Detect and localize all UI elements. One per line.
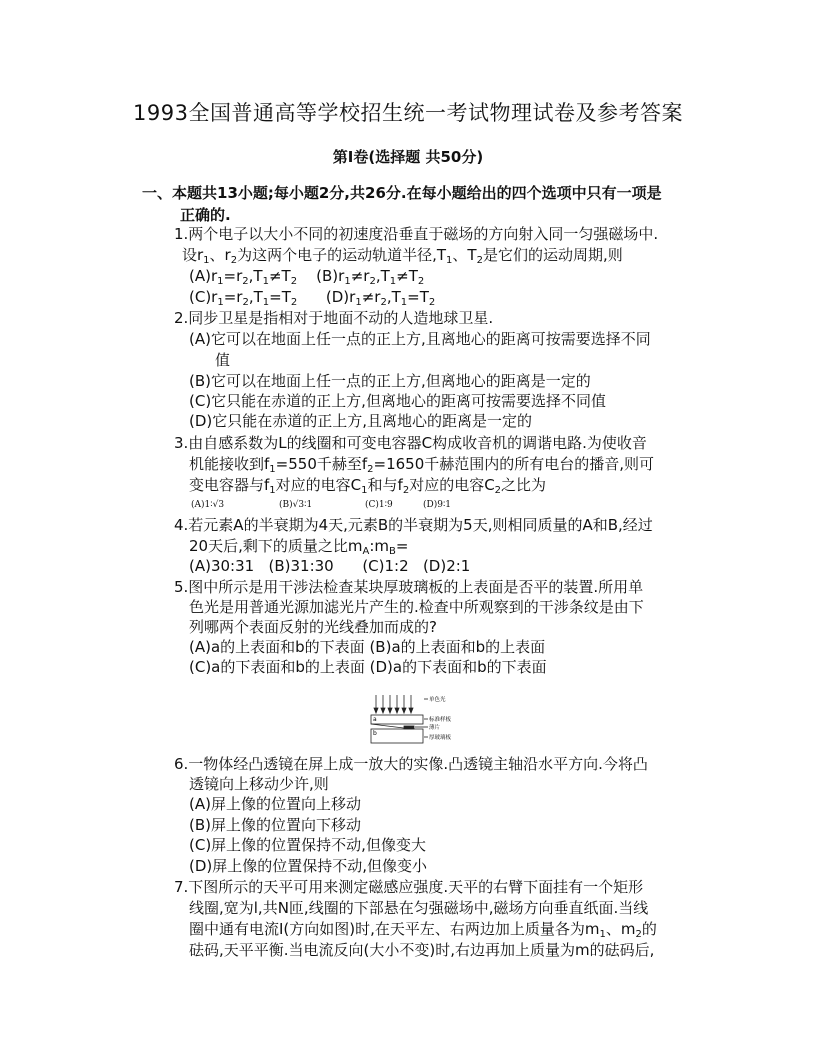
q2-option-a: (A)它可以在地面上任一点的正上方,且离地心的距离可按需要选择不同	[189, 330, 651, 348]
q6-option-d: (D)屏上像的位置保持不动,但像变小	[189, 857, 428, 875]
q2-stem: 2.同步卫星是指相对于地面不动的人造地球卫星.	[174, 309, 494, 327]
fig-label-glass: 厚玻璃板	[429, 735, 452, 741]
fig-label-a: a	[373, 716, 377, 723]
q6-stem-line1: 6.一物体经凸透镜在屏上成一放大的实像.凸透镜主轴沿水平方向.今将凸	[174, 755, 648, 773]
q2-option-c: (C)它只能在赤道的正上方,但离地心的距离可按需要选择不同值	[189, 392, 606, 410]
q3-stem-line3: 变电容器与$f_1$对应的电容$C_1$和与$f_2$对应的电容$C_2$之比为	[189, 476, 547, 496]
q5-options-ab: (A)a的上表面和b的下表面 (B)a的上表面和b的上表面	[189, 638, 546, 656]
q7-stem-line4: 砝码,天平平衡.当电流反向(大小不变)时,右边再加上质量为m的砝码后,	[189, 941, 655, 959]
q3-option-d: (D)9∶1	[423, 500, 452, 510]
q5-stem-line3: 列哪两个表面反射的光线叠加而成的?	[189, 618, 437, 636]
q1-options-ab	[189, 266, 424, 286]
q6-stem-line2: 透镜向上移动少许,则	[189, 775, 329, 793]
q5-options-cd: (C)a的下表面和b的上表面 (D)a的下表面和b的下表面	[189, 658, 547, 676]
q6-option-c: (C)屏上像的位置保持不动,但像变大	[189, 836, 426, 854]
fig-label-b: b	[373, 730, 377, 737]
q4-stem-line1: 4.若元素A的半衰期为4天,元素B的半衰期为5天,则相同质量的A和B,经过	[174, 516, 653, 534]
section-heading-line2: 正确的.	[180, 206, 231, 224]
fig-label-standard: 标准样板	[429, 717, 452, 723]
fig-label-sheet: 薄片	[429, 725, 441, 731]
page-title: 1993全国普通高等学校招生统一考试物理试卷及参考答案	[133, 101, 683, 125]
interference-diagram	[368, 693, 468, 749]
q3-options	[191, 498, 451, 512]
q1-options-cd	[189, 287, 435, 307]
q7-stem-line1: 7.下图所示的天平可用来测定磁感应强度.天平的右臂下面挂有一个矩形	[174, 878, 644, 896]
q1-stem-line1: 1.两个电子以大小不同的初速度沿垂直于磁场的方向射入同一匀强磁场中.	[174, 225, 659, 243]
q5-stem-line1: 5.图中所示是用干涉法检查某块厚玻璃板的上表面是否平的装置.所用单	[174, 578, 644, 596]
section-subtitle: 第Ⅰ卷(选择题 共50分)	[332, 148, 484, 166]
q3-stem-line2: 机能接收到$f_1=550$千赫至$f_2=1650$千赫范围内的所有电台的播音,则可	[189, 455, 655, 475]
q4-options: (A)30:31 (B)31:30 (C)1:2 (D)2:1	[189, 557, 471, 575]
q1-stem-line2: 设$r_1$、$r_2$为这两个电子的运动轨道半径$,T_1$、$T_2$是它们的运动周期,则	[182, 246, 623, 266]
q1-option-c: $(C)r_1=r_2,T_1=T_2$	[189, 288, 298, 308]
q2-option-a-cont: 值	[215, 351, 231, 369]
q2-option-b: (B)它可以在地面上任一点的正上方,但离地心的距离是一定的	[189, 372, 591, 390]
q3-option-b: (B)√3∶1	[279, 500, 313, 510]
q5-stem-line2: 色光是用普通光源加滤光片产生的.检查中所观察到的干涉条纹是由下	[189, 598, 644, 616]
q7-stem-line2: 线圈,宽为l,共N匝,线圈的下部悬在匀强磁场中,磁场方向垂直纸面.当线	[189, 899, 649, 917]
q3-option-a: (A)1∶√3	[191, 500, 225, 510]
q4-stem-line2: 20天后,剩下的质量之比$m_A:m_B=$	[189, 537, 409, 557]
section-heading	[142, 182, 702, 226]
q2-option-d: (D)它只能在赤道的正上方,且离地心的距离是一定的	[189, 412, 533, 430]
q7-stem-line3: 圈中通有电流I(方向如图)时,在天平左、右两边加上质量各为$m_1$、$m_2$的	[189, 920, 657, 940]
q6-option-b: (B)屏上像的位置向下移动	[189, 816, 361, 834]
q3-stem-line1: 3.由自感系数为L的线圈和可变电容器C构成收音机的调谐电路.为使收音	[174, 434, 647, 452]
q3-option-c: (C)1∶9	[365, 500, 393, 510]
fig-label-light: 单色光	[429, 697, 446, 703]
q1-option-d: $(D)r_1\ne r_2,T_1=T_2$	[325, 288, 436, 308]
q6-option-a: (A)屏上像的位置向上移动	[189, 795, 361, 813]
q1-option-a: $(A)r_1=r_2,T_1\ne T_2$	[189, 267, 298, 287]
q1-option-b: $(B)r_1\ne r_2,T_1\ne T_2$	[316, 267, 425, 287]
section-heading-line1: 一、本题共13小题;每小题2分,共26分.在每小题给出的四个选项中只有一项是	[142, 184, 662, 202]
